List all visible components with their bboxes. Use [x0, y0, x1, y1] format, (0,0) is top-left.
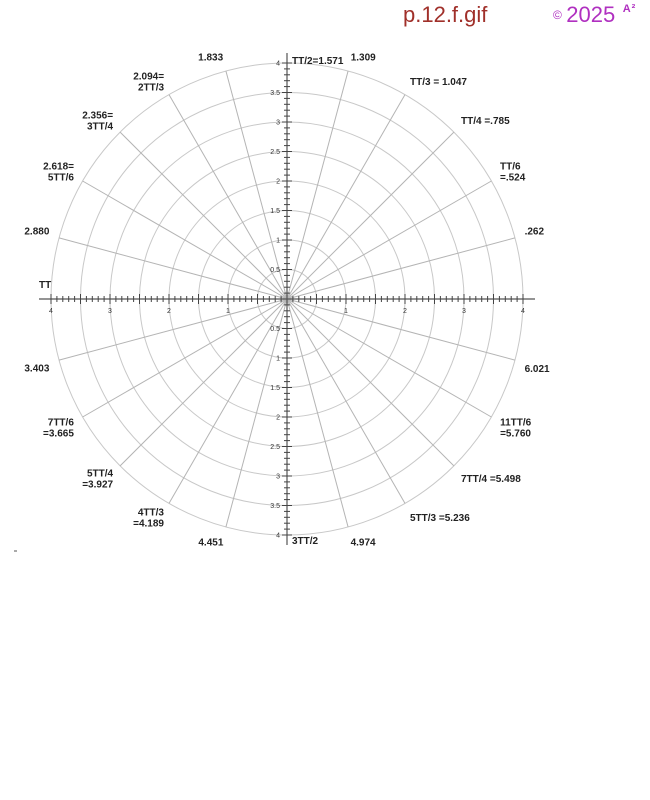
angle-label-line: 11ТТ/6 [500, 417, 532, 429]
angle-label-line: 2.618= [43, 161, 74, 173]
angle-label-line: 4.451 [198, 537, 224, 549]
angle-label-line: 6.021 [524, 363, 550, 375]
angle-label-line: 2ТТ/3 [137, 82, 165, 94]
angle-label [198, 52, 223, 63]
angle-label-line: 4.974 [350, 537, 376, 549]
angle-label [24, 364, 49, 375]
x-axis-label-right: 4 [521, 308, 525, 315]
angle-label [43, 418, 74, 440]
angle-spoke [83, 299, 287, 417]
angle-spoke [83, 178, 287, 299]
angle-spoke [287, 95, 405, 299]
angle-label-line: ТТ/2=1.571 [292, 56, 344, 67]
angle-spoke [287, 299, 491, 417]
angle-label-line: 7ТТ/6 [47, 417, 74, 429]
angle-spoke [287, 299, 454, 466]
y-axis-label-bottom: 2.5 [270, 444, 280, 451]
x-axis-label-left: 2 [167, 308, 171, 315]
angle-label [410, 77, 467, 88]
angle-label-line: 4ТТ/3 [137, 507, 164, 519]
y-axis-label-top: 1 [276, 237, 280, 245]
angle-label [292, 536, 319, 547]
angle-label [24, 226, 49, 237]
angle-label-line: 3ТТ/2 [292, 536, 319, 547]
angle-label-line: =.524 [500, 172, 526, 184]
angle-label-line: =3.927 [82, 479, 114, 491]
y-axis-label-top: 3 [276, 119, 280, 127]
angle-label [133, 508, 164, 530]
angle-label [292, 56, 344, 67]
angle-label-line: =5.760 [500, 428, 531, 440]
angle-label-line: 2.356= [82, 110, 114, 122]
y-axis-label-top: 3.5 [270, 90, 280, 97]
x-axis-label-left: 1 [226, 308, 230, 315]
copyright-symbol: © [553, 8, 562, 22]
angle-label [525, 226, 545, 237]
angle-label-line: =4.189 [133, 518, 164, 530]
x-axis-label-right: 3 [462, 308, 466, 315]
y-axis-label-top: 4 [276, 60, 280, 68]
angle-label-line: 1.309 [350, 52, 376, 64]
angle-label-line: 1.833 [198, 52, 224, 64]
y-axis-label-top: 0.5 [270, 267, 280, 274]
angle-label-line: .262 [524, 226, 545, 238]
y-axis-label-bottom: 1 [276, 355, 280, 363]
angle-label-line: =3.665 [43, 428, 74, 440]
y-axis-label-bottom: 3 [276, 473, 280, 481]
angle-label [133, 71, 164, 93]
x-axis-label-left: 3 [108, 308, 112, 315]
angle-label [82, 111, 113, 133]
angle-label [82, 468, 113, 490]
angle-label-line: 5ТТ/4 [86, 468, 114, 480]
angle-spoke [59, 299, 287, 360]
x-axis-label-left: 4 [49, 308, 53, 315]
angle-label [198, 538, 223, 549]
angle-label-line: 3.403 [24, 363, 50, 375]
angle-label-line: 2.880 [24, 226, 50, 238]
y-axis-label-bottom: 3.5 [270, 503, 280, 510]
angle-label-line: ТТ/3 = 1.047 [410, 77, 467, 88]
y-axis-label-bottom: 0.5 [270, 326, 280, 333]
angle-spoke [120, 132, 287, 299]
angle-label [43, 162, 74, 184]
angle-spoke [287, 299, 515, 360]
angle-label [461, 474, 521, 485]
angle-label [525, 364, 550, 375]
y-axis-label-top: 1.5 [270, 208, 280, 215]
y-axis-label-bottom: 1.5 [270, 385, 280, 392]
angle-spoke [287, 299, 348, 527]
x-axis-label-right: 2 [403, 308, 407, 315]
angle-spoke [287, 238, 515, 299]
angle-label [500, 417, 532, 439]
angle-label [500, 161, 526, 183]
angle-label [39, 280, 51, 291]
angle-label [351, 52, 376, 63]
angle-label-line: 5ТТ/6 [47, 172, 74, 184]
angle-spoke [287, 132, 454, 299]
y-axis-label-bottom: 2 [276, 414, 280, 422]
angle-spoke [287, 299, 405, 503]
angle-label-line: ТТ [39, 280, 52, 291]
angle-label-line: ТТ/6 [500, 161, 521, 173]
copyright-year: 2025 [566, 2, 616, 27]
angle-spoke [59, 238, 287, 299]
y-axis-label-top: 2.5 [270, 149, 280, 156]
y-axis-label-bottom: 4 [276, 532, 280, 540]
angle-label [410, 513, 470, 524]
angle-label [351, 538, 376, 549]
angle-label-line: 5ТТ/3 =5.236 [410, 513, 470, 524]
author-mark: A² [622, 3, 637, 15]
angle-label-line: 3ТТ/4 [86, 121, 114, 133]
angle-spoke [226, 299, 287, 527]
angle-label-line: 7ТТ/4 =5.498 [461, 473, 521, 485]
angle-label-line: ТТ/4 =.785 [461, 116, 510, 128]
angle-spoke [287, 181, 491, 299]
y-axis-label-top: 2 [276, 178, 280, 186]
angle-label-line: 2.094= [133, 71, 165, 83]
angle-spoke [287, 71, 348, 299]
file-title: p.12.f.gif [403, 2, 488, 27]
angle-spoke [120, 299, 287, 466]
x-axis-label-right: 1 [344, 308, 348, 315]
angle-label [461, 116, 510, 127]
